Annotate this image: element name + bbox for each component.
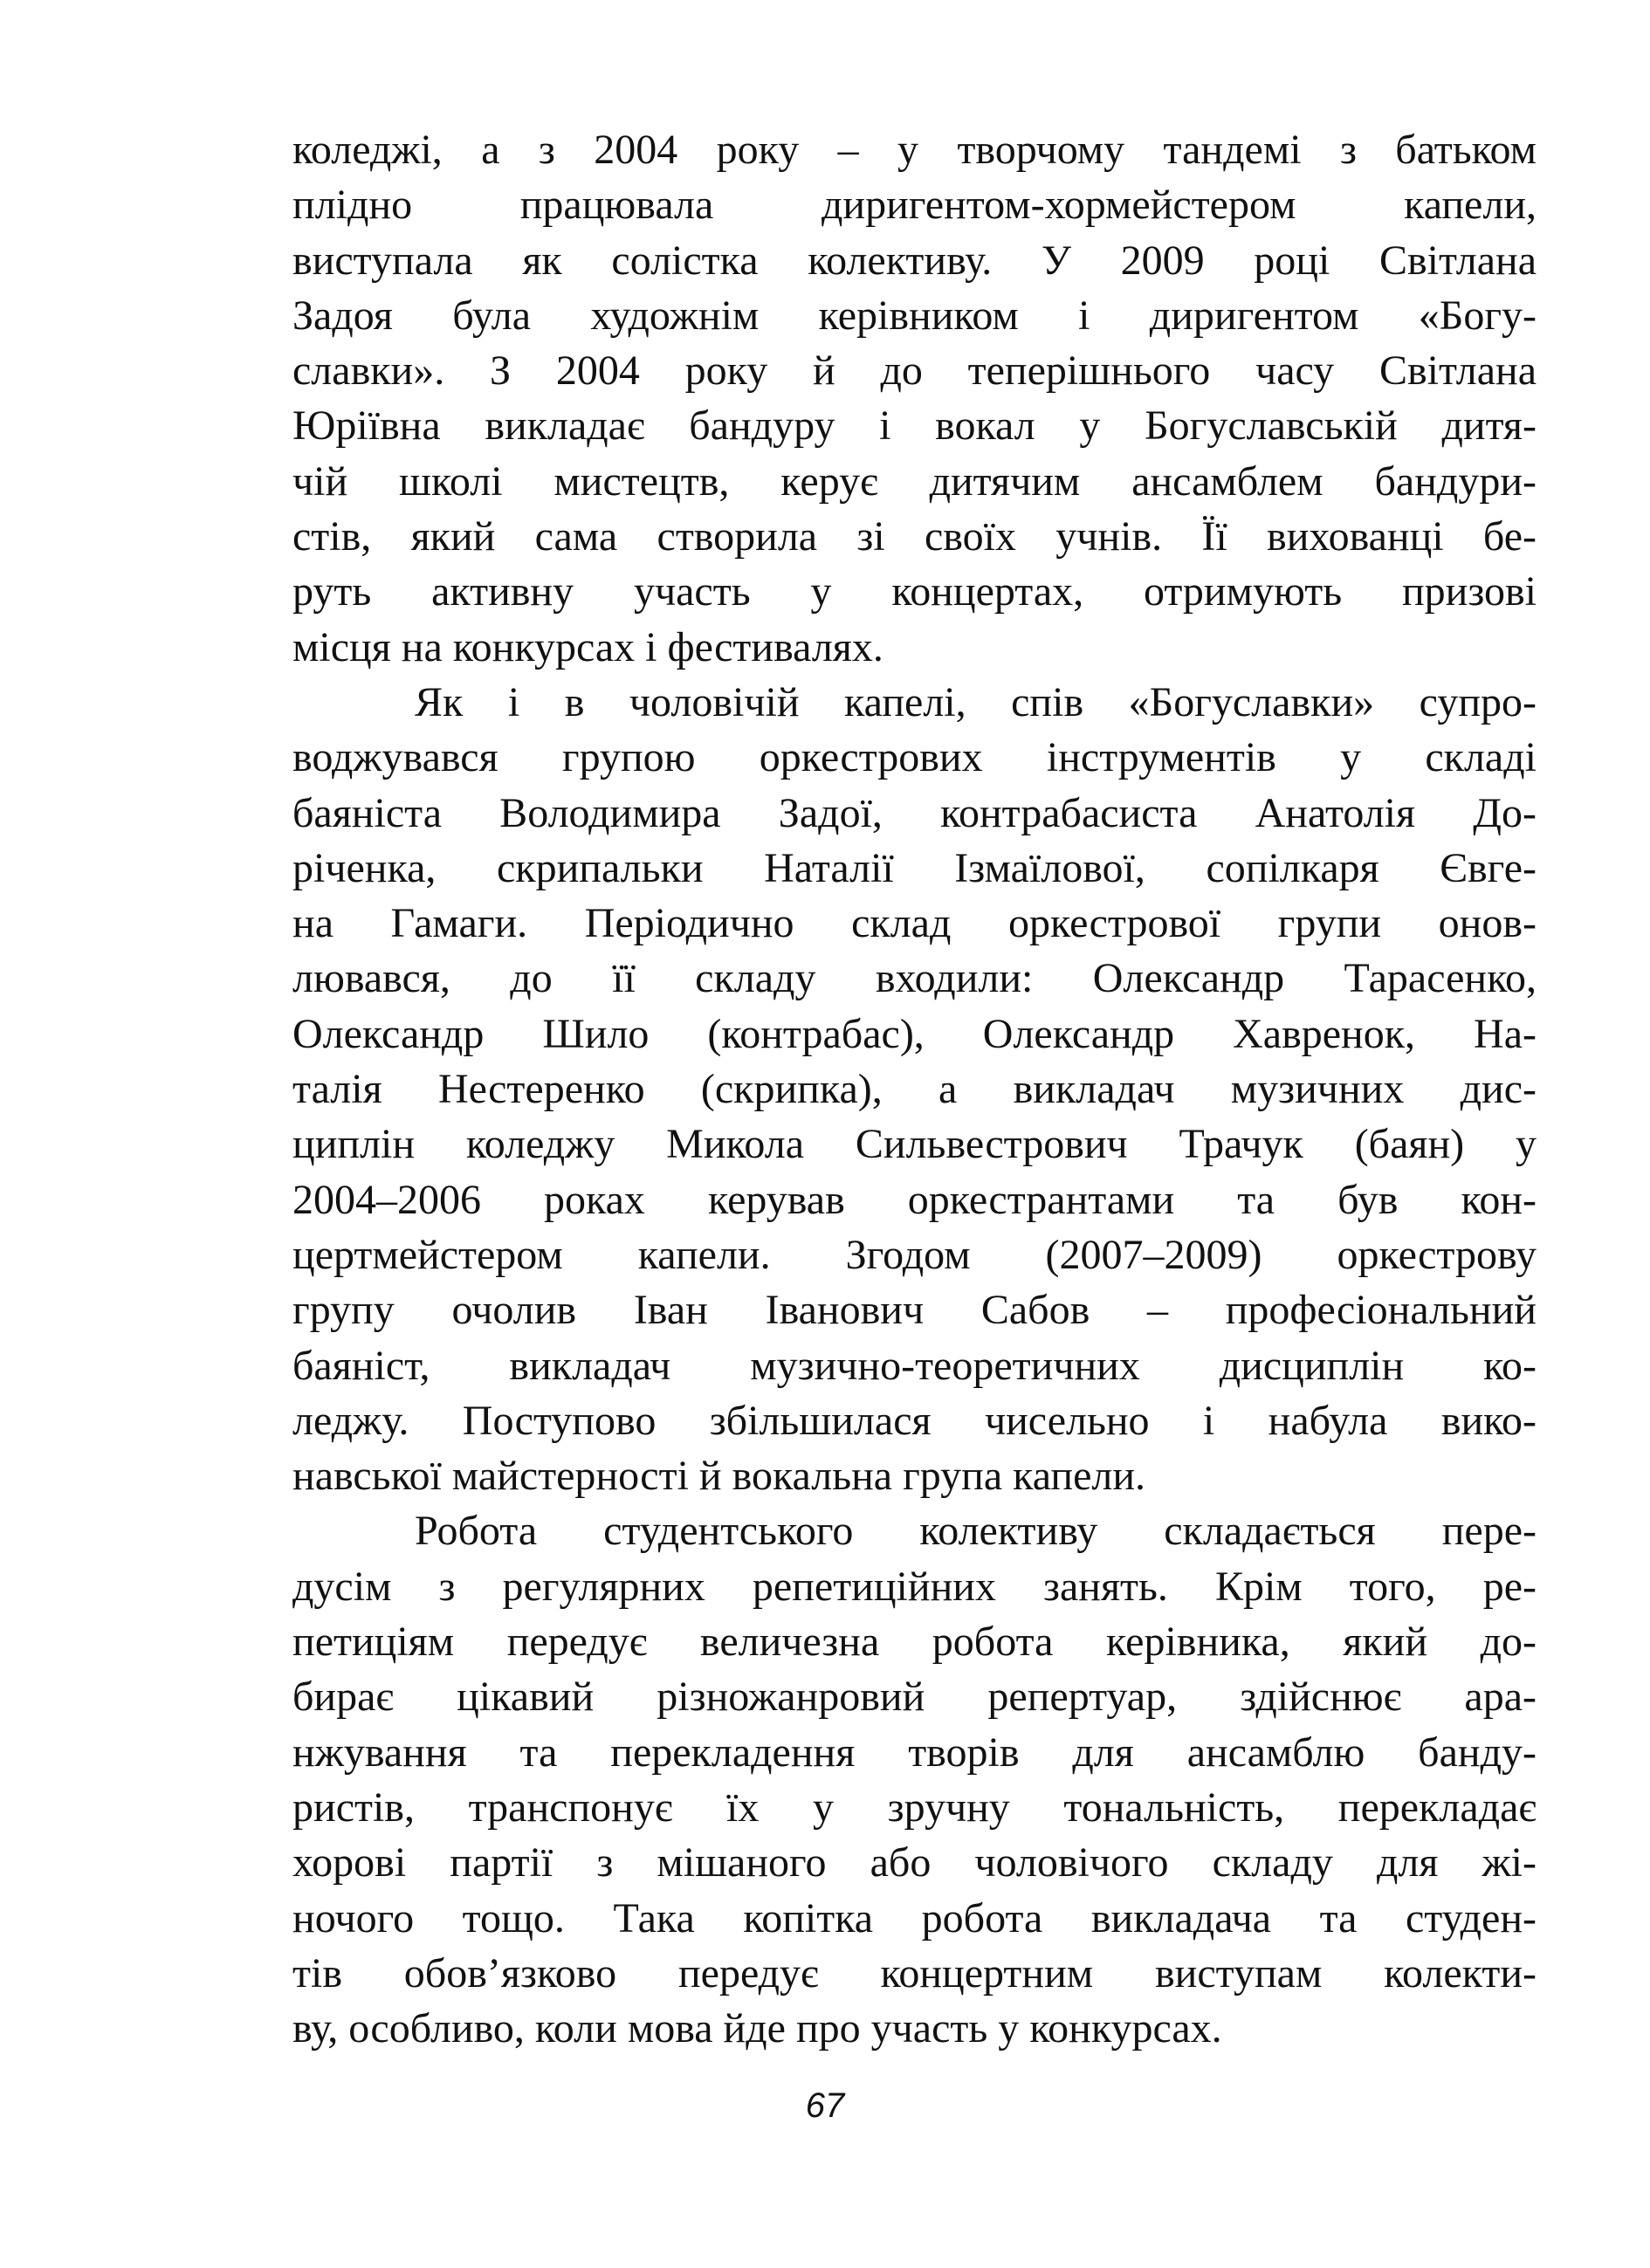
text-line: виступала як солістка колективу. У 2009 році Світлана: [292, 237, 1537, 284]
text-line: 2004–2006 роках керував оркестрантами та був кон-: [292, 1176, 1537, 1223]
text-line: хорові партії з мішаного або чоловічого складу для жі-: [292, 1839, 1537, 1887]
text-line: тів обов’язково передує концертним виступам колекти-: [292, 1949, 1537, 1997]
text-line: нжування та перекладення творів для ансамблю банду-: [292, 1728, 1537, 1776]
text-line: Олександр Шило (контрабас), Олександр Хавренок, На-: [292, 1010, 1537, 1057]
paragraph-first-line: Робота студентського колективу складається пере-: [415, 1508, 1537, 1555]
text-line: баяніст, викладач музично-теоретичних дисциплін ко-: [292, 1342, 1537, 1389]
text-line: циплін коледжу Микола Сильвестрович Трачук (баян) у: [292, 1121, 1537, 1168]
text-line: ночого тощо. Така копітка робота викладача та студен-: [292, 1894, 1537, 1942]
text-line: чій школі мистецтв, керує дитячим ансамблем бандури-: [292, 457, 1537, 505]
text-line: навської майстерності й вокальна група капели.: [292, 1453, 1146, 1500]
text-line: лювався, до її складу входили: Олександр Тарасенко,: [292, 955, 1537, 1002]
text-line: дусім з регулярних репетиційних занять. Крім того, ре-: [292, 1563, 1537, 1610]
page-number: 67: [805, 2086, 845, 2125]
text-line: руть активну участь у концертах, отримують призові: [292, 568, 1537, 615]
text-line: ву, особливо, коли мова йде про участь у конкурсах.: [292, 2005, 1222, 2052]
text-line: цертмейстером капели. Згодом (2007–2009) оркестрову: [292, 1231, 1537, 1278]
text-line: бирає цікавий різножанровий репертуар, здійснює ара-: [292, 1674, 1537, 1721]
text-line: петиціям передує величезна робота керівника, який до-: [292, 1619, 1537, 1666]
paragraph-first-line: Як і в чоловічій капелі, спів «Богуславки» супро-: [415, 678, 1537, 725]
text-line: місця на конкурсах і фестивалях.: [292, 623, 883, 670]
text-line: баяніста Володимира Задої, контрабасиста Анатолія До-: [292, 789, 1537, 836]
text-line: коледжі, а з 2004 року – у творчому тандемі з батьком: [292, 127, 1537, 173]
text-line: на Гамаги. Періодично склад оркестрової групи онов-: [292, 900, 1537, 947]
text-line: групу очолив Іван Іванович Сабов – професіональний: [292, 1287, 1537, 1334]
text-line: плідно працювала диригентом-хормейстером капели,: [292, 182, 1537, 229]
text-line: Юріївна викладає бандуру і вокал у Богуславській дитя-: [292, 402, 1537, 450]
text-line: річенка, скрипальки Наталії Ізмаїлової, сопілкаря Євге-: [292, 844, 1537, 891]
text-line: ристів, транспонує їх у зручну тональність, перекладає: [292, 1783, 1537, 1831]
text-line: леджу. Поступово збільшилася чисельно і набула вико-: [292, 1397, 1537, 1444]
text-line: воджувався групою оркестрових інструментів у складі: [292, 734, 1537, 781]
text-line: Задоя була художнім керівником і диригентом «Богу-: [292, 292, 1537, 339]
text-line: талія Нестеренко (скрипка), а викладач музичних дис-: [292, 1066, 1537, 1113]
text-line: стів, який сама створила зі своїх учнів. Її вихованці бе-: [292, 513, 1537, 560]
text-line: славки». З 2004 року й до теперішнього часу Світлана: [292, 347, 1537, 395]
body-text: [292, 122, 1537, 2056]
